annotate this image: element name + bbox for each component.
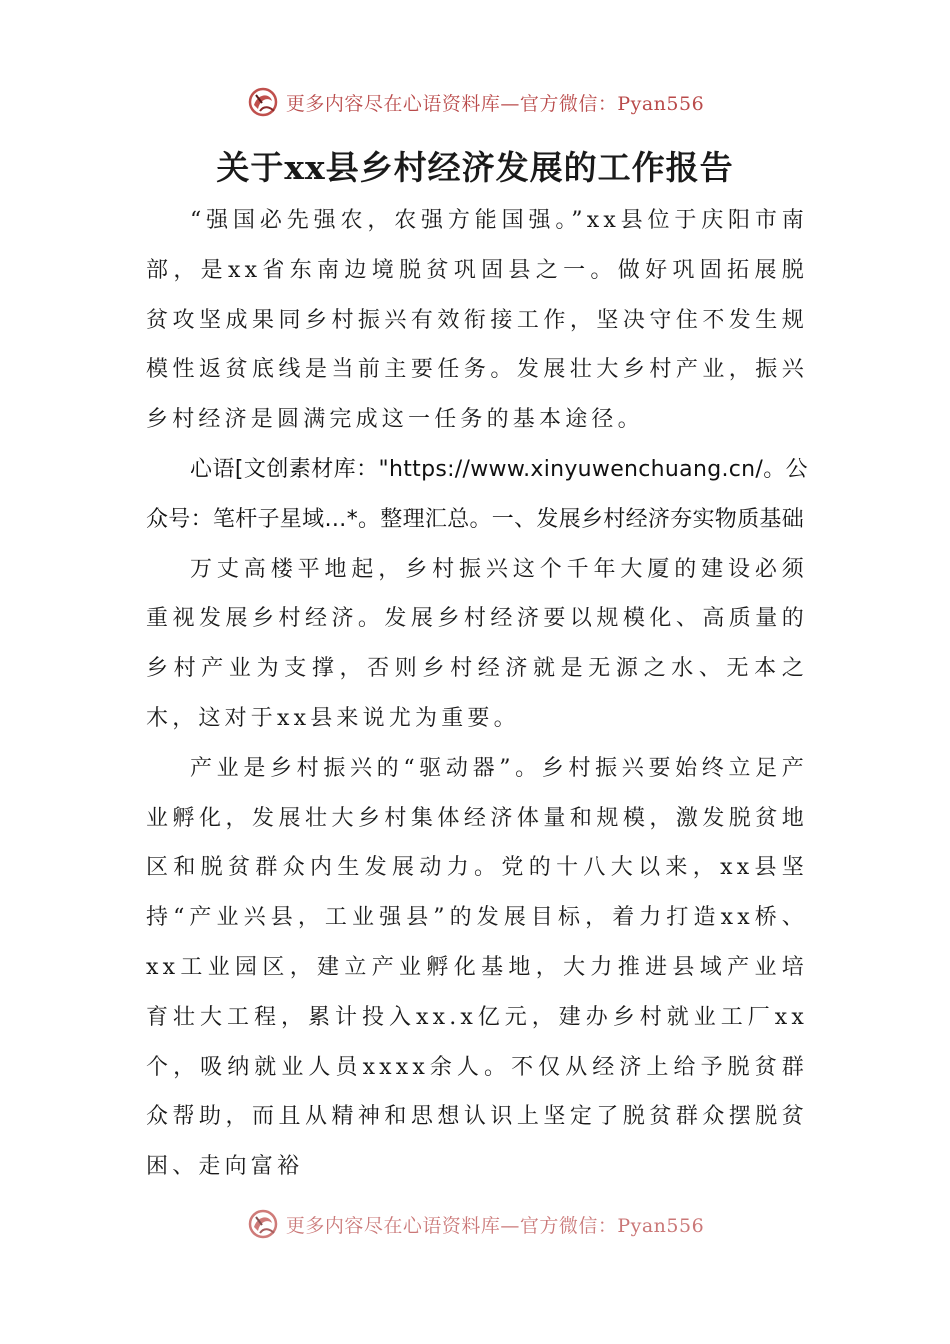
swirl-logo-icon (246, 1207, 280, 1241)
document-body (146, 196, 808, 1192)
swirl-logo-icon (246, 85, 280, 119)
footer-banner (0, 1206, 950, 1242)
paragraph-source-note: 心语[文创素材库："https://www.xinyuwenchuang.cn/。公众号：笔杆子星域…*。整理汇总。一、发展乡村经济夯实物质基础 (146, 456, 808, 532)
paragraph-intro: “强国必先强农，农强方能国强。”xx县位于庆阳市南部，是xx省东南边境脱贫巩固县之一。做好巩固拓展脱贫攻坚成果同乡村振兴有效衔接工作，坚决守住不发生规模性返贫底线是当前主要任务。发展壮大乡村产业，振兴乡村经济是圆满完成这一任务的基本途径。 (146, 208, 808, 433)
header-banner (0, 84, 950, 120)
footer-banner-text: 更多内容尽在心语资料库—官方微信：Pyan556 (285, 1214, 705, 1237)
paragraph-industry: 产业是乡村振兴的“驱动器”。乡村振兴要始终立足产业孵化，发展壮大乡村集体经济体量和规模，激发脱贫地区和脱贫群众内生发展动力。党的十八大以来，xx县坚持“产业兴县，工业强县”的发展目标，着力打造xx桥、xx工业园区，建立产业孵化基地，大力推进县域产业培育壮大工程，累计投入xx.x亿元，建办乡村就业工厂xx个，吸纳就业人员xxxx余人。不仅从经济上给予脱贫群众帮助，而且从精神和思想认识上坚定了脱贫群众摆脱贫困、走向富裕 (146, 755, 808, 1180)
paragraph-foundation: 万丈高楼平地起，乡村振兴这个千年大厦的建设必须重视发展乡村经济。发展乡村经济要以规模化、高质量的乡村产业为支撑，否则乡村经济就是无源之水、无本之木，这对于xx县来说尤为重要。 (146, 556, 808, 731)
document-title: 关于xx县乡村经济发展的工作报告 (216, 148, 734, 187)
header-banner-text: 更多内容尽在心语资料库—官方微信：Pyan556 (285, 92, 705, 115)
